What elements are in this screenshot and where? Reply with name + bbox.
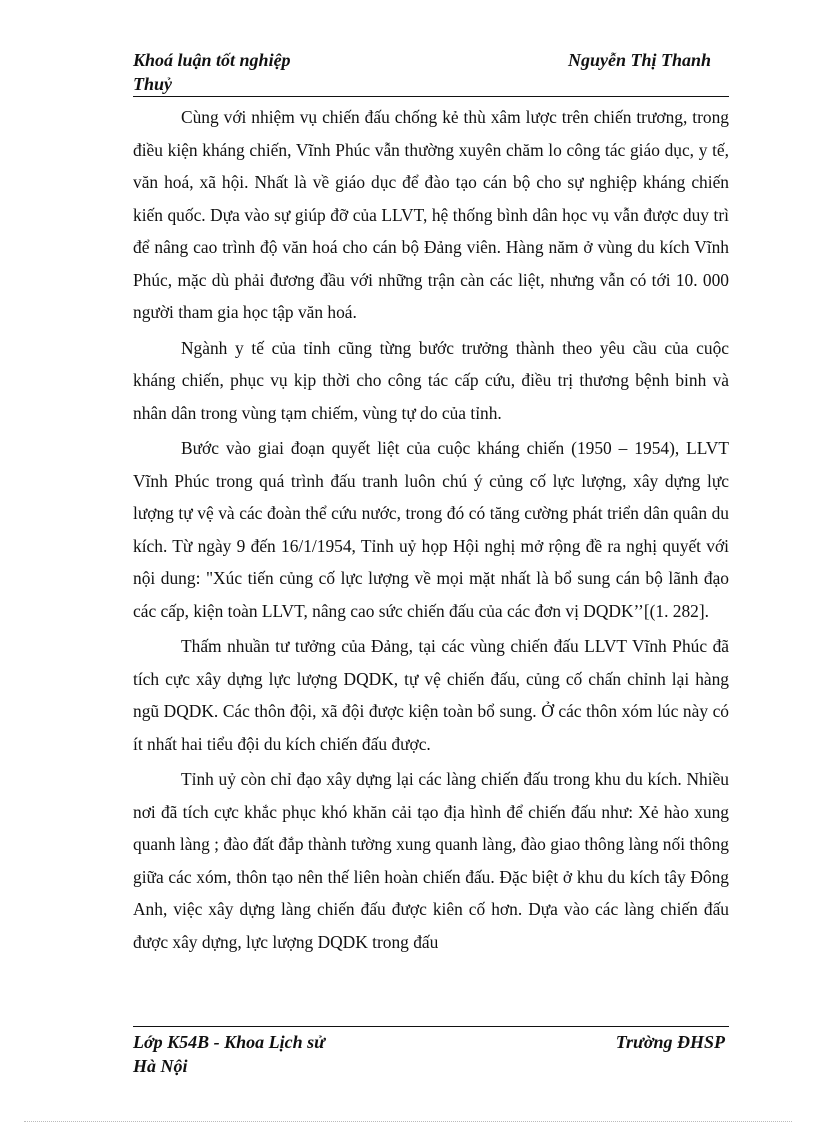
footer-university: Trường ĐHSP [615, 1032, 725, 1052]
header-author-name-continued: Thuỷ [133, 74, 173, 94]
header-author-name: Nguyễn Thị Thanh [567, 50, 711, 70]
paragraph: Ngành y tế của tỉnh cũng từng bước trưởng thành theo yêu cầu của cuộc kháng chiến, phục vụ kịp thời cho công tác cấp cứu, điều trị thương bệnh binh và nhân dân trong vùng tạm chiếm, vùng tự do của tỉnh. [133, 337, 729, 423]
paragraph: Bước vào giai đoạn quyết liệt của cuộc kháng chiến (1950 – 1954), LLVT Vĩnh Phúc trong quá trình đấu tranh luôn chú ý củng cố lực lượng, xây dựng lực lượng tự vệ và các đoàn thể cứu nước, trong đó có tăng cường phát triển dân quân du kích. Từ ngày 9 đến 16/1/1954, Tỉnh uỷ họp Hội nghị mở rộng đề ra nghị quyết với nội dung: "Xúc tiến củng cố lực lượng về mọi mặt nhất là bổ sung cán bộ lãnh đạo các cấp, kiện toàn LLVT, nâng cao sức chiến đấu của các đơn vị DQDK’’[(1. 282]. [133, 438, 729, 621]
footer-rule [133, 1026, 729, 1027]
page-bottom-edge [24, 1121, 792, 1122]
header-rule [133, 96, 729, 97]
footer-class-department: Lớp K54B - Khoa Lịch sử [133, 1032, 325, 1052]
body-text [133, 101, 729, 961]
paragraph: Cùng với nhiệm vụ chiến đấu chống kẻ thù xâm lược trên chiến trương, trong điều kiện kháng chiến, Vĩnh Phúc vẫn thường xuyên chăm lo công tác giáo dục, y tế, văn hoá, xã hội. Nhất là về giáo dục để đào tạo cán bộ cho sự nghiệp kháng chiến kiến quốc. Dựa vào sự giúp đỡ của LLVT, hệ thống bình dân học vụ vẫn được duy trì để nâng cao trình độ văn hoá cho cán bộ Đảng viên. Hàng năm ở vùng du kích Vĩnh Phúc, mặc dù phải đương đầu với những trận càn các liệt, nhưng vẫn có tới 10. 000 người tham gia học tập văn hoá. [133, 107, 729, 322]
paragraph: Tỉnh uỷ còn chỉ đạo xây dựng lại các làng chiến đấu trong khu du kích. Nhiều nơi đã tích cực khắc phục khó khăn cải tạo địa hình để chiến đấu như: Xẻ hào xung quanh làng ; đào đất đắp thành tường xung quanh làng, đào giao thông làng nối thông giữa các xóm, thôn tạo nên thế liên hoàn chiến đấu. Đặc biệt ở khu du kích tây Đông Anh, việc xây dựng làng chiến đấu được kiên cố hơn. Dựa vào các làng chiến đấu được xây dựng, lực lượng DQDK trong đấu [133, 769, 729, 952]
header-thesis-title: Khoá luận tốt nghiệp [133, 50, 291, 70]
footer-city: Hà Nội [133, 1056, 188, 1076]
paragraph: Thấm nhuần tư tưởng của Đảng, tại các vùng chiến đấu LLVT Vĩnh Phúc đã tích cực xây dựng lực lượng DQDK, tự vệ chiến đấu, củng cố chấn chỉnh lại hàng ngũ DQDK. Các thôn đội, xã đội được kiện toàn bổ sung. Ở các thôn xóm lúc này có ít nhất hai tiểu đội du kích chiến đấu được. [133, 636, 729, 754]
